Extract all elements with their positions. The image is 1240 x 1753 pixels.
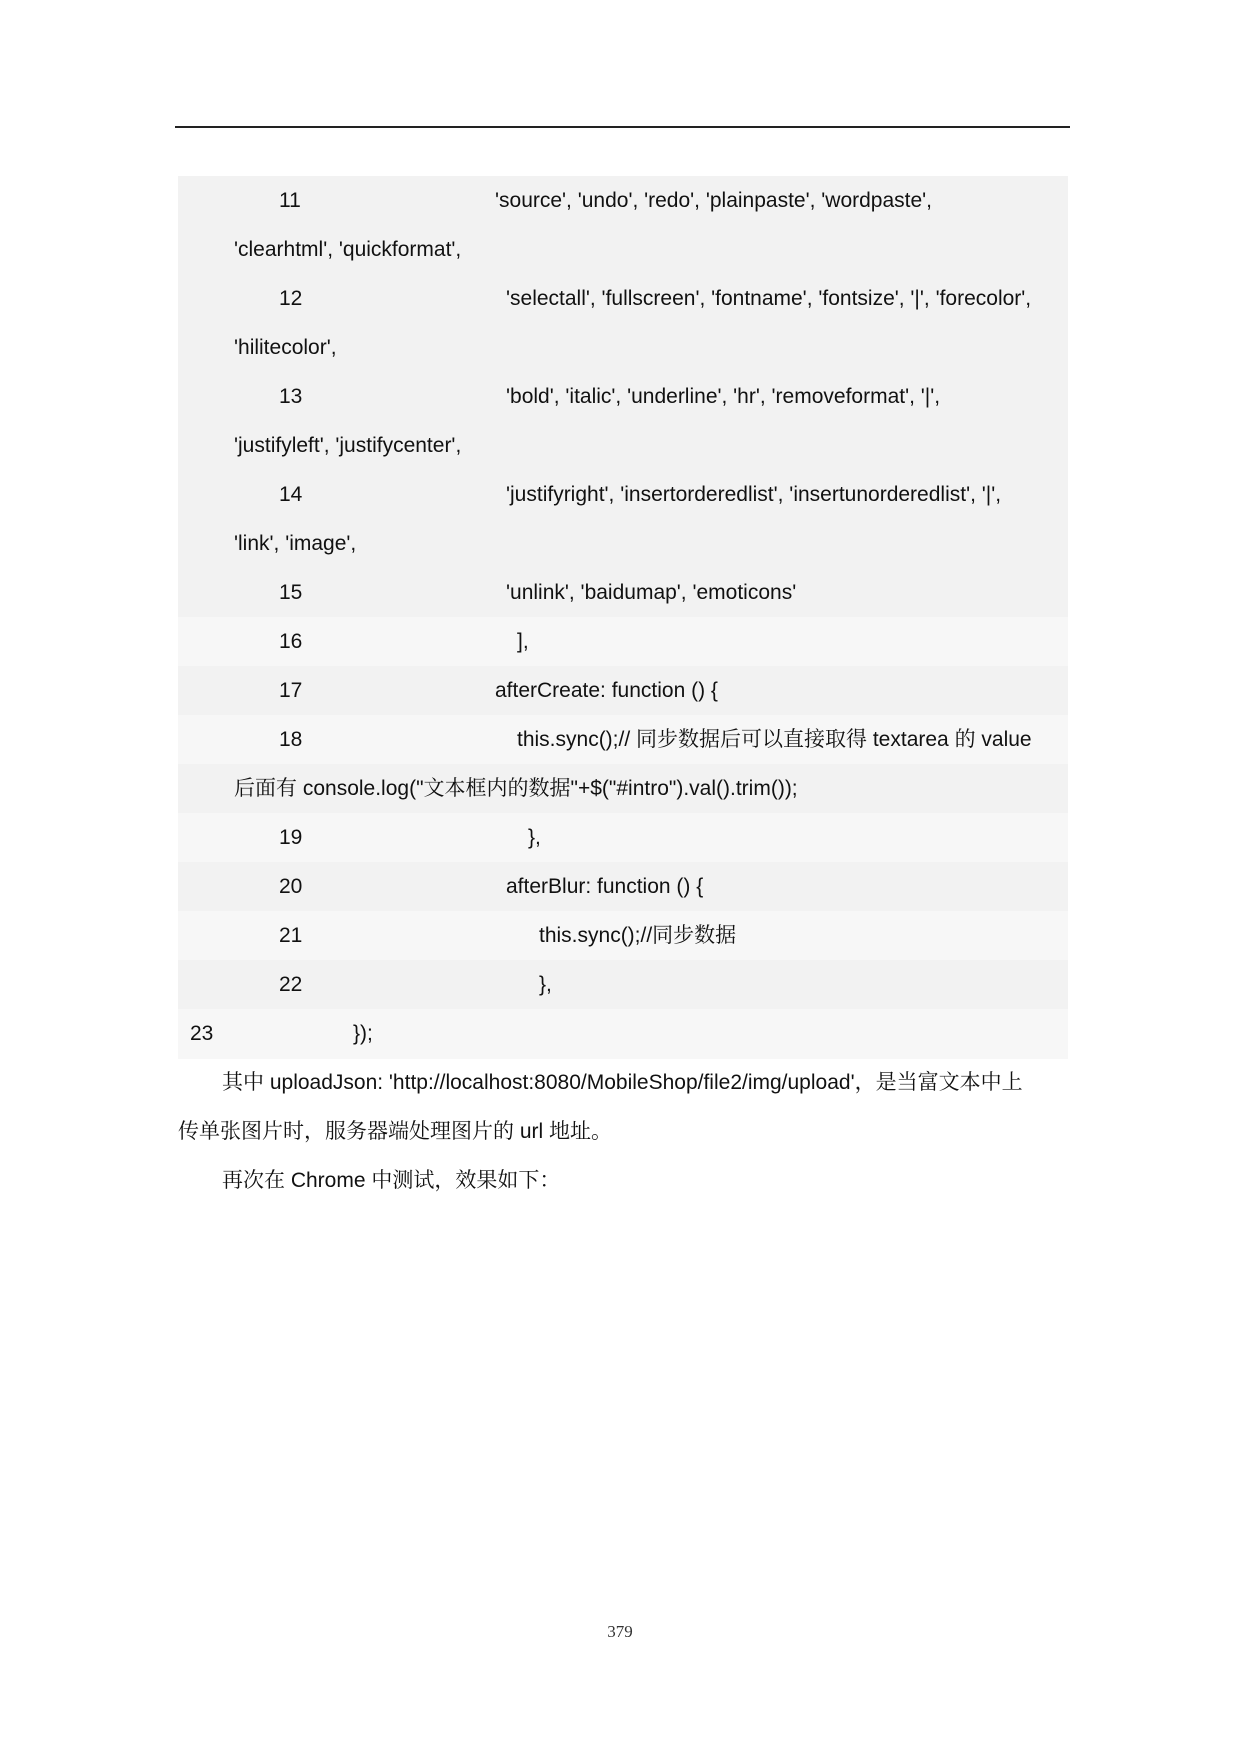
code-line: [178, 715, 1068, 764]
code-line: [178, 960, 1068, 1009]
page-number: 379: [607, 1622, 633, 1641]
code-line-continuation: [178, 323, 1068, 372]
code-line: [178, 666, 1068, 715]
code-text: 'link', 'image',: [234, 532, 357, 555]
line-number: 13: [279, 385, 303, 408]
code-block: [178, 176, 1068, 1059]
code-text: ],: [517, 630, 529, 653]
line-number: 14: [279, 483, 303, 506]
code-line: [178, 568, 1068, 617]
line-number: 17: [279, 679, 303, 702]
code-line: [178, 470, 1068, 519]
paragraph-upload-json-line1: 其中 uploadJson: 'http://localhost:8080/MobileShop/file2/img/upload'，是当富文本中上: [222, 1071, 1023, 1094]
paragraph-upload-json-line2: 传单张图片时，服务器端处理图片的 url 地址。: [178, 1120, 613, 1143]
code-text: 'source', 'undo', 'redo', 'plainpaste', 'wordpaste',: [495, 189, 933, 212]
line-number: 18: [279, 728, 303, 751]
code-text: 'justifyleft', 'justifycenter',: [234, 434, 462, 457]
code-text: 'clearhtml', 'quickformat',: [234, 238, 462, 261]
code-line: [178, 176, 1068, 225]
code-line-continuation: [178, 764, 1068, 813]
code-line: [178, 274, 1068, 323]
code-line-continuation: [178, 519, 1068, 568]
line-number: 22: [279, 973, 303, 996]
code-text: },: [528, 826, 541, 849]
line-number: 15: [279, 581, 303, 604]
line-number: 23: [190, 1022, 214, 1045]
code-line: [178, 372, 1068, 421]
line-number: 11: [279, 189, 301, 212]
code-text: 'selectall', 'fullscreen', 'fontname', 'fontsize', '|', 'forecolor',: [506, 287, 1032, 310]
line-number: 21: [279, 924, 303, 947]
code-text: });: [353, 1022, 373, 1045]
code-line: [178, 862, 1068, 911]
code-line-continuation: [178, 225, 1068, 274]
header-rule: [175, 126, 1070, 128]
line-number: 16: [279, 630, 303, 653]
code-line: [178, 911, 1068, 960]
code-text: this.sync();//同步数据: [539, 924, 737, 947]
code-text: 'justifyright', 'insertorderedlist', 'insertunorderedlist', '|',: [506, 483, 1002, 506]
code-line-continuation: [178, 421, 1068, 470]
code-text: 'hilitecolor',: [234, 336, 337, 359]
code-text: this.sync();// 同步数据后可以直接取得 textarea 的 value: [517, 728, 1032, 751]
line-number: 20: [279, 875, 303, 898]
code-text: 'bold', 'italic', 'underline', 'hr', 'removeformat', '|',: [506, 385, 941, 408]
paragraph-chrome-test: 再次在 Chrome 中测试，效果如下：: [222, 1169, 561, 1192]
code-text: 后面有 console.log("文本框内的数据"+$("#intro").val().trim());: [234, 777, 798, 800]
code-line: [178, 813, 1068, 862]
code-text: afterBlur: function () {: [506, 875, 704, 898]
line-number: 19: [279, 826, 303, 849]
code-text: afterCreate: function () {: [495, 679, 718, 702]
code-line: [178, 617, 1068, 666]
code-text: },: [539, 973, 552, 996]
code-text: 'unlink', 'baidumap', 'emoticons': [506, 581, 797, 604]
line-number: 12: [279, 287, 303, 310]
code-line: [178, 1009, 1068, 1059]
